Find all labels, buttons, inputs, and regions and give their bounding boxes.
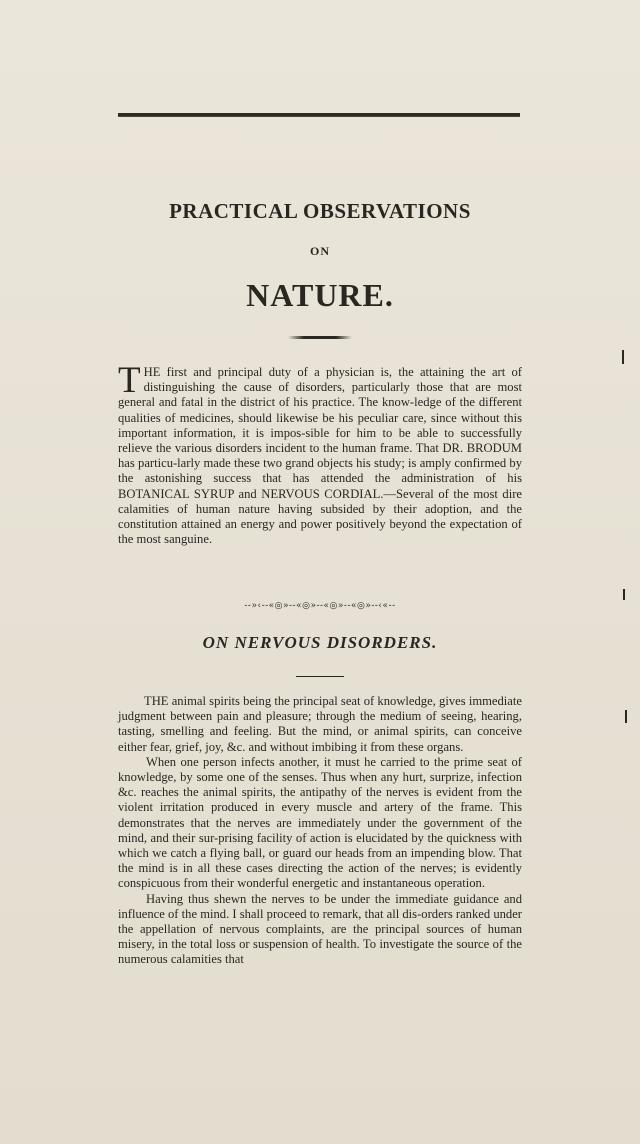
ornament-divider: --»‹--«◎»--«◎»--«◎»--«◎»--‹«--: [244, 601, 396, 611]
title-line-3: NATURE.: [246, 277, 394, 313]
section-rule: [296, 676, 344, 677]
margin-mark: [622, 350, 624, 364]
title-line-1: PRACTICAL OBSERVATIONS: [169, 199, 471, 223]
title-line-2: ON: [310, 244, 330, 258]
section-paragraph: When one person infects another, it must he carried to the prime seat of knowledge, by some one of the senses. Thus when any hurt, surprize, infection &c. reaches the animal spirits, the antipathy of the nerves is evident from the violent irritation produced in every muscle and artery of the frame. This demonstrates that the nerves are immediately under the government of the mind, and their sur-prising facility of action is elucidated by the quickness with which we catch a flying ball, or guard our heads from an impending blow. That the mind is in all these cases directing the action of the nerves; is evidently conspicuous from their wonderful energetic and instantaneous operation.: [118, 754, 522, 891]
section-paragraph: Having thus shewn the nerves to be under the immediate guidance and influence of the mind. I shall proceed to remark, that all dis-orders ranked under the appellation of nervous complaints, are the principal sources of human misery, in the total loss or suspension of health. To investigate the source of the numerous calamities that: [118, 891, 522, 967]
drop-cap: T: [118, 360, 141, 401]
margin-mark: [623, 589, 625, 600]
title-ornament-rule: [288, 336, 352, 339]
header-rule: [118, 113, 520, 117]
intro-paragraph: [118, 360, 522, 547]
margin-mark: [625, 710, 627, 723]
section-body: [118, 694, 522, 968]
section-heading: ON NERVOUS DISORDERS.: [202, 633, 438, 652]
intro-text: HE first and principal duty of a physician is, the attaining the art of distinguishing the cause of disorders, particularly those that are most general and fatal in the district of his practice. The know-ledge of the different qualities of medicines, should likewise be his peculiar care, since without this important information, it is impos-sible for him to be able to successfully relieve the various disorders incident to the human frame. That DR. BRODUM has particu-larly made these two grand objects his study; is amply confirmed by the astonishing success that has attended the administration of his BOTANICAL SYRUP and NERVOUS CORDIAL.—Several of the most dire calamities of human nature having subsided by their adoption, and the constitution attained an energy and power positively beyond the expectation of the most sanguine.: [118, 365, 522, 547]
section-paragraph: THE animal spirits being the principal seat of knowledge, gives immediate judgment between pain and pleasure; through the medium of seeing, hearing, tasting, smelling and feeling. But the mind, or animal spirits, can conceive either fear, grief, joy, &c. and without imbibing it from these organs.: [118, 694, 522, 754]
